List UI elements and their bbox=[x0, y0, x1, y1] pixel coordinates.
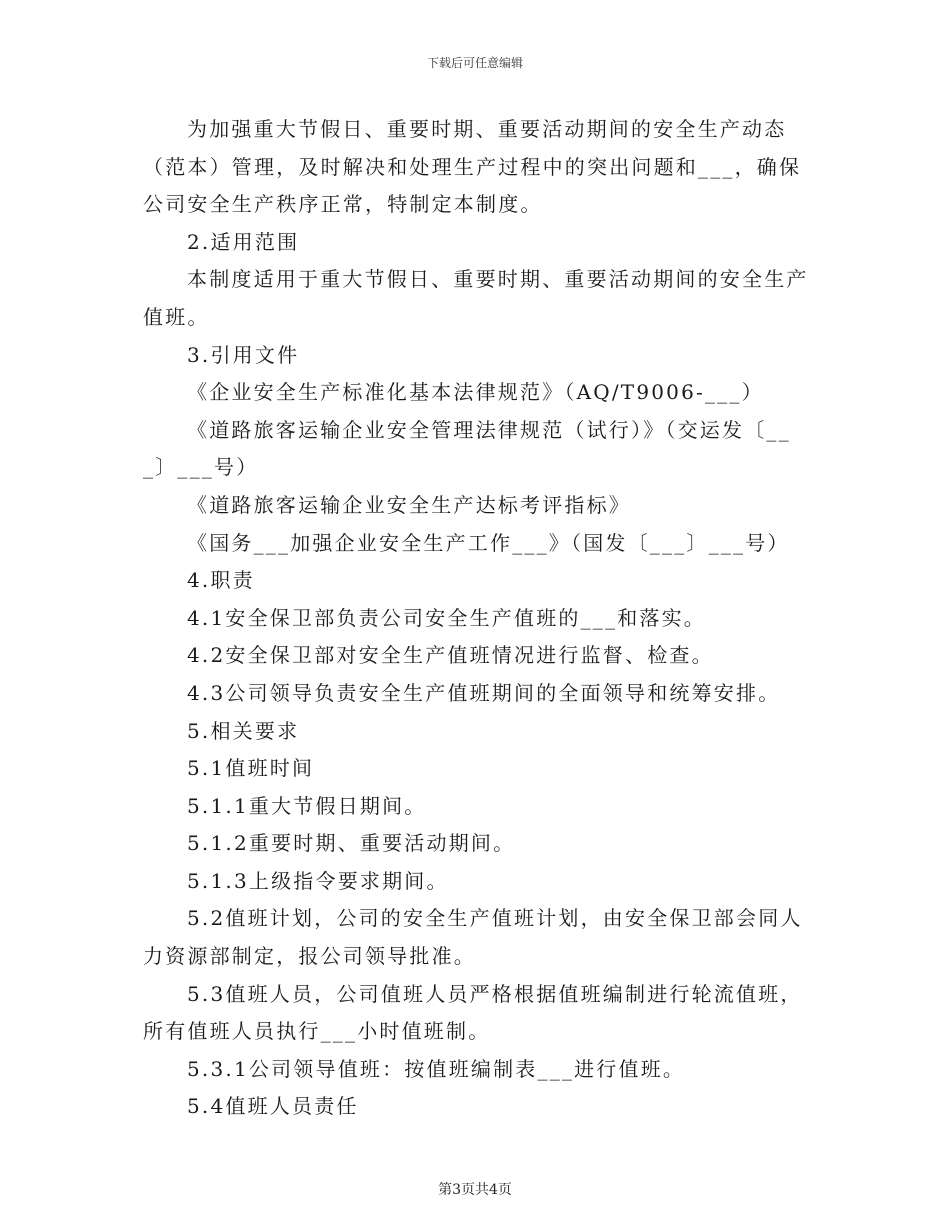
duty-item: 4.3公司领导负责安全生产值班期间的全面领导和统筹安排。 bbox=[187, 680, 781, 705]
subheading-staff-responsibility: 5.4值班人员责任 bbox=[187, 1094, 359, 1119]
paragraph-duty-staff: 5.3值班人员，公司值班人员严格根据值班编制进行轮流值班，所有值班人员执行___小时值班制。 bbox=[143, 981, 803, 1044]
paragraph-leader-duty: 5.3.1公司领导值班：按值班编制表___进行值班。 bbox=[187, 1056, 686, 1081]
reference-item: 《国务___加强企业安全生产工作___》（国发〔___〕___号） bbox=[187, 530, 790, 555]
reference-item: 《道路旅客运输企业安全生产达标考评指标》 bbox=[187, 492, 631, 517]
duty-time-item: 5.1.3上级指令要求期间。 bbox=[187, 868, 449, 893]
reference-item: 《道路旅客运输企业安全管理法律规范（试行）》（交运发〔___〕___号） bbox=[143, 417, 791, 480]
heading-scope: 2.适用范围 bbox=[187, 229, 300, 254]
paragraph-duty-plan: 5.2值班计划，公司的安全生产值班计划，由安全保卫部会同人力资源部制定，报公司领导批准。 bbox=[143, 906, 803, 969]
document-body bbox=[143, 111, 813, 1126]
heading-references: 3.引用文件 bbox=[187, 342, 300, 367]
reference-item: 《企业安全生产标准化基本法律规范》（AQ/T9006-___） bbox=[187, 380, 764, 405]
page-number-footer: 第3页共4页 bbox=[438, 1182, 512, 1198]
duty-item: 4.2安全保卫部对安全生产值班情况进行监督、检查。 bbox=[187, 643, 714, 668]
paragraph-purpose: 为加强重大节假日、重要时期、重要活动期间的安全生产动态（范本）管理，及时解决和处理生产过程中的突出问题和___，确保公司安全生产秩序正常，特制定本制度。 bbox=[143, 117, 802, 217]
duty-time-item: 5.1.1重大节假日期间。 bbox=[187, 793, 427, 818]
heading-requirements: 5.相关要求 bbox=[187, 718, 300, 743]
paragraph-scope: 本制度适用于重大节假日、重要时期、重要活动期间的安全生产值班。 bbox=[143, 267, 809, 329]
page-header-note: 下载后可任意编辑 bbox=[426, 56, 523, 70]
heading-duties: 4.职责 bbox=[187, 568, 255, 593]
duty-time-item: 5.1.2重要时期、重要活动期间。 bbox=[187, 831, 516, 856]
duty-item: 4.1安全保卫部负责公司安全生产值班的___和落实。 bbox=[187, 605, 707, 630]
subheading-duty-time: 5.1值班时间 bbox=[187, 756, 315, 781]
